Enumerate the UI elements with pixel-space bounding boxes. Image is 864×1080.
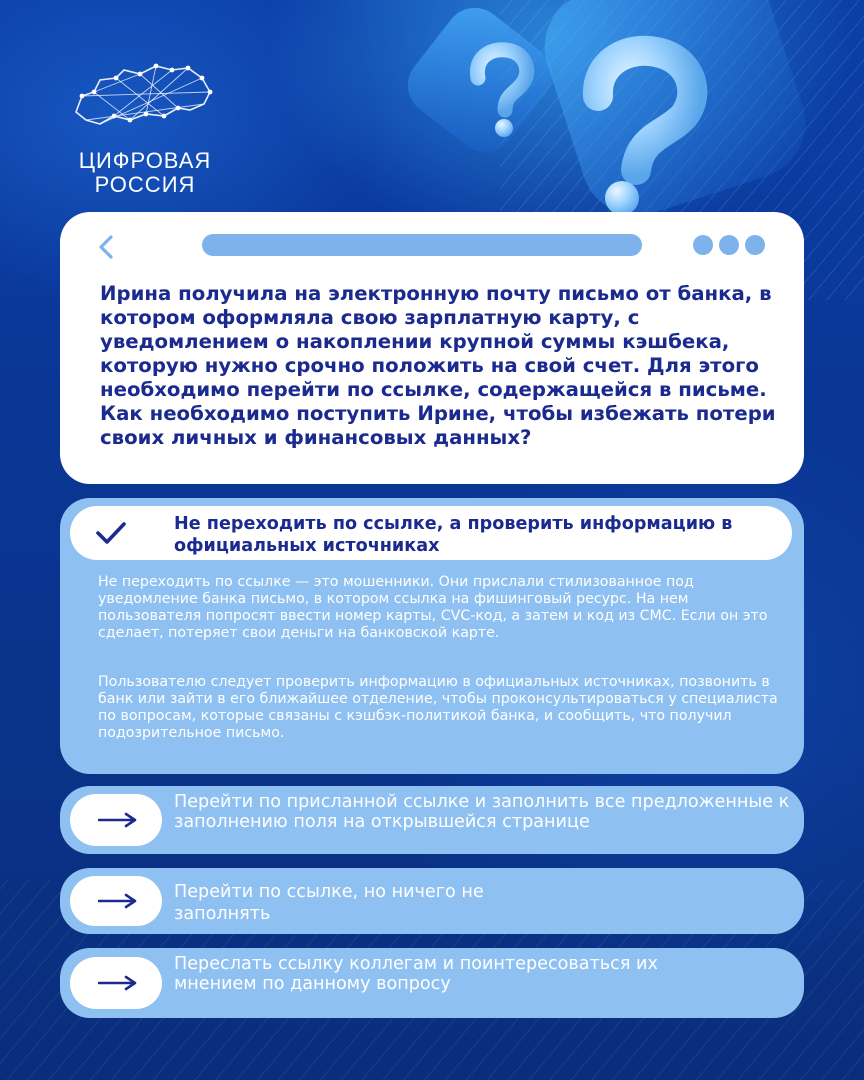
correct-answer-header[interactable] xyxy=(70,506,792,560)
question-card xyxy=(60,212,804,484)
answer-option-2[interactable] xyxy=(60,868,804,934)
question-text: Ирина получила на электронную почту письмо от банка, в котором оформляла свою зарплатную карту, с уведомлением о накоплении крупной суммы кэшбека, которую нужно срочно положить на свой счет. Для этого необходимо перейти по ссылке, содержащейся в письме. Как необходимо поступить Ирине, чтобы избежать потери своих личных и финансовых данных? xyxy=(100,282,776,449)
arrow-right-icon xyxy=(70,876,162,926)
explanation-paragraph-1: Не переходить по ссылке — это мошенники. Они прислали стилизованное под уведомление банка письмо, в котором ссылка на фишинговый ресурс. На нем пользователя попросят ввести номер карты, CVC-код, а затем и код из СМС. Если он это сделает, потеряет свои деньги на банковской карте. xyxy=(98,574,768,641)
explanation-paragraph-2: Пользователю следует проверить информацию в официальных источниках, позвонить в банк или зайти в его ближайшее отделение, чтобы проконсультироваться у специалиста по вопросам, которые связаны с кэшбэк-политикой банка, и сообщить, что получил подозрительное письмо. xyxy=(98,674,778,741)
russia-network-map-icon xyxy=(60,58,230,138)
arrow-right-icon xyxy=(70,957,162,1009)
more-dots-icon[interactable] xyxy=(693,235,765,255)
correct-answer-label: Не переходить по ссылке, а проверить информацию в официальных источниках xyxy=(174,514,733,556)
answer-option-2-label: Перейти по ссылке, но ничего не заполнять xyxy=(174,882,484,924)
answer-option-3-label: Переслать ссылку коллегам и поинтересоваться их мнением по данному вопросу xyxy=(174,954,658,994)
chevron-left-icon[interactable] xyxy=(94,234,120,260)
correct-answer-card[interactable] xyxy=(60,498,804,774)
logo-text-line2: РОССИЯ xyxy=(94,172,196,197)
logo-text-line1: ЦИФРОВАЯ xyxy=(78,148,212,173)
address-bar[interactable] xyxy=(202,234,642,256)
answer-option-1-label: Перейти по присланной ссылке и заполнить все предложенные к заполнению поля на открывшейся странице xyxy=(174,792,790,832)
arrow-right-icon xyxy=(70,794,162,846)
answer-option-1[interactable] xyxy=(60,786,804,854)
check-icon xyxy=(94,518,128,548)
answer-option-3[interactable] xyxy=(60,948,804,1018)
logo xyxy=(60,58,230,198)
